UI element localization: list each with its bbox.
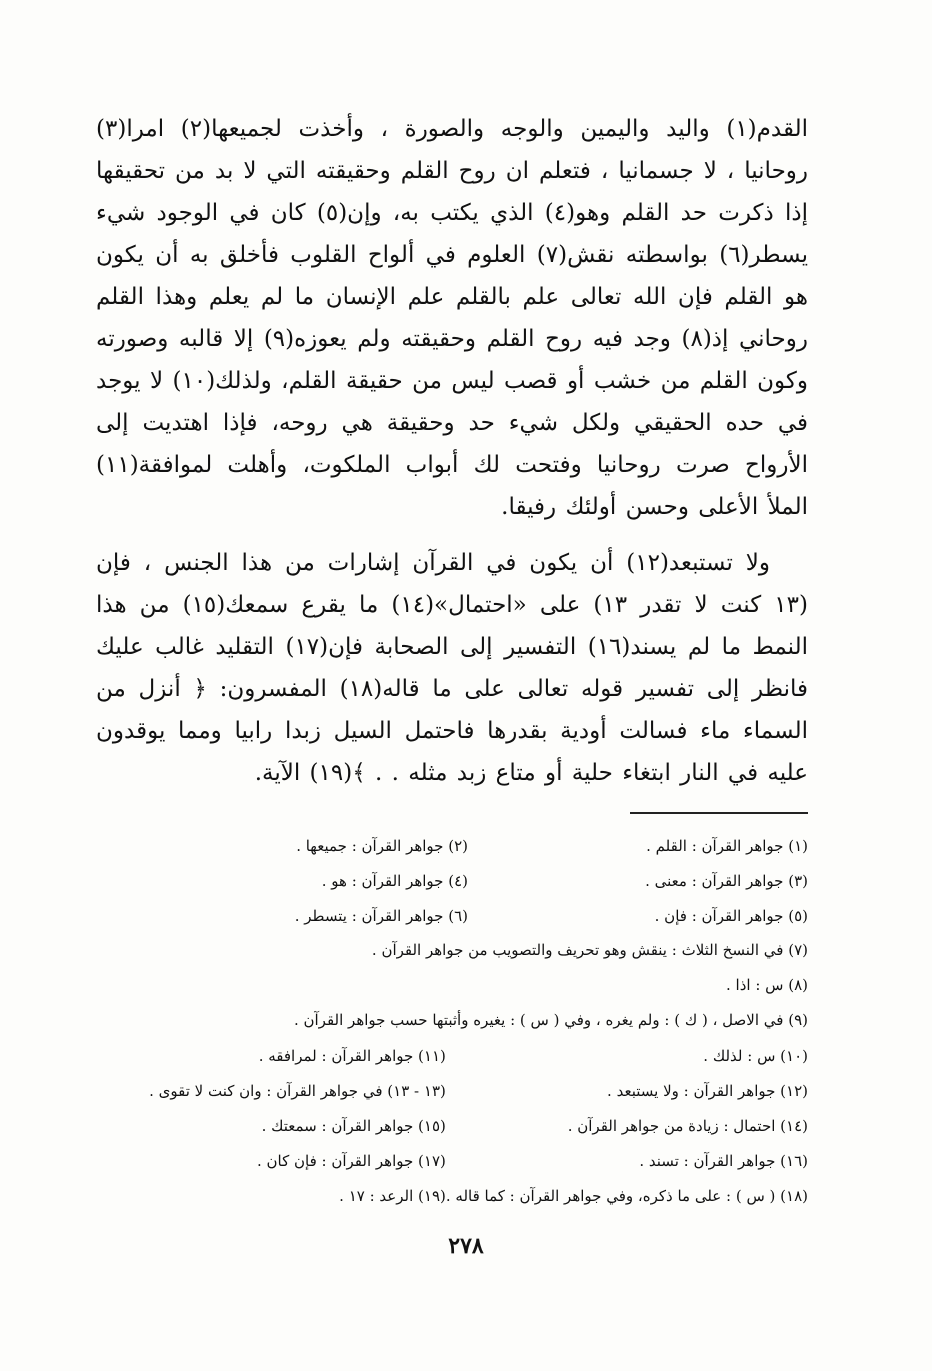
footnote-row — [96, 863, 808, 898]
footnote-row — [96, 1143, 808, 1178]
footnote-18: (١٨) ( س ) : على ما ذكره، وفي جواهر القرآن : كما قاله . — [445, 1186, 808, 1205]
footnote-10: (١٠) س : لذلك . — [703, 1046, 808, 1065]
footnote-13: (١٣ - ١٣) في جواهر القرآن : وان كنت لا تقوى . — [149, 1081, 446, 1100]
footnote-8: (٨) س : اذا . — [726, 976, 808, 994]
footnote-5: (٥) جواهر القرآن : فإن . — [654, 906, 808, 925]
footnote-19: (١٩) الرعد : ١٧ . — [339, 1186, 446, 1205]
footnote-row — [96, 1108, 808, 1143]
footnote-11: (١١) جواهر القرآن : لمرافقه . — [258, 1046, 446, 1065]
footnote-separator — [630, 812, 808, 814]
footnote-3: (٣) جواهر القرآن : معنى . — [645, 871, 808, 890]
footnote-row — [96, 898, 808, 933]
footnote-row — [96, 1073, 808, 1108]
footnote-2: (٢) جواهر القرآن : جميعها . — [296, 836, 468, 855]
body-paragraph-1: القدم(١) واليد واليمين والوجه والصورة ، وأخذت لجميعها(٢) امرا(٣) روحانيا ، لا جسمانيا ، فتعلم ان روح القلم وحقيقته التي لا بد من تحقيقها إذا ذكرت حد القلم وهو(٤) الذي يكتب به، وإن(٥) كان في الوجود شيء يسطر(٦) بواسطته نقش(٧) العلوم في ألواح القلوب فأخلق به أن يكون هو القلم فإن الله تعالى علم بالقلم علم الإنسان ما لم يعلم وهذا القلم روحاني إذ(٨) وجد فيه روح القلم وحقيقته ولم يعوزه(٩) إلا قالبه وصورته وكون القلم من خشب أو قصب ليس من حقيقة القلم، ولذلك(١٠) لا يوجد في حده الحقيقي ولكل شيء حد وحقيقة هي روحه، فإذا اهتديت إلى الأرواح صرت روحانيا وفتحت لك أبواب الملكوت، وأهلت لموافقة(١١) الملأ الأعلى وحسن أولئك رفيقا. — [96, 116, 809, 520]
footnote-14: (١٤) احتمال : زيادة من جواهر القرآن . — [567, 1116, 808, 1135]
footnote-16: (١٦) جواهر القرآن : تسند . — [639, 1151, 808, 1170]
body-paragraph-2: ولا تستبعد(١٢) أن يكون في القرآن إشارات من هذا الجنس ، فإن (١٣ كنت لا تقدر ١٣) على «احتمال»(١٤) ما يقرع سمعك(١٥) من هذا النمط ما لم يسند(١٦) التفسير إلى الصحابة فإن(١٧) التقليد غالب عليك فانظر إلى تفسير قوله تعالى على ما قاله(١٨) المفسرون: ﴿ أنزل من السماء ماء فسالت أودية بقدرها فاحتمل السيل زبدا رابيا ومما يوقدون عليه في النار ابتغاء حلية أو متاع زبد مثله . . ﴾(١٩) الآية. — [96, 550, 808, 786]
footnote-table-bottom — [96, 1038, 808, 1213]
footnote-1: (١) جواهر القرآن : القلم . — [646, 836, 808, 855]
footnote-7: (٧) في النسخ الثلاث : ينقش وهو تحريف والتصويب من جواهر القرآن . — [371, 941, 808, 959]
footnote-15: (١٥) جواهر القرآن : سمعتك . — [261, 1116, 446, 1135]
footnote-12: (١٢) جواهر القرآن : ولا يستبعد . — [607, 1081, 808, 1100]
footnote-row — [96, 1038, 808, 1073]
footnote-9: (٩) في الاصل ، ( ك ) : ولم يغره ، وفي ( س ) : يغيره وأثبتها حسب جواهر القرآن . — [293, 1011, 808, 1029]
footnotes — [96, 828, 808, 1213]
page-number: ٢٧٨ — [448, 1233, 484, 1259]
footnote-6: (٦) جواهر القرآن : يتسطر . — [294, 906, 468, 925]
footnote-4: (٤) جواهر القرآن : هو . — [321, 871, 468, 890]
footnote-row — [96, 828, 808, 863]
footnote-17: (١٧) جواهر القرآن : فإن كان . — [256, 1151, 446, 1170]
page-content — [96, 108, 808, 1213]
footnote-row — [96, 1178, 808, 1213]
footnote-table-top — [96, 828, 808, 933]
